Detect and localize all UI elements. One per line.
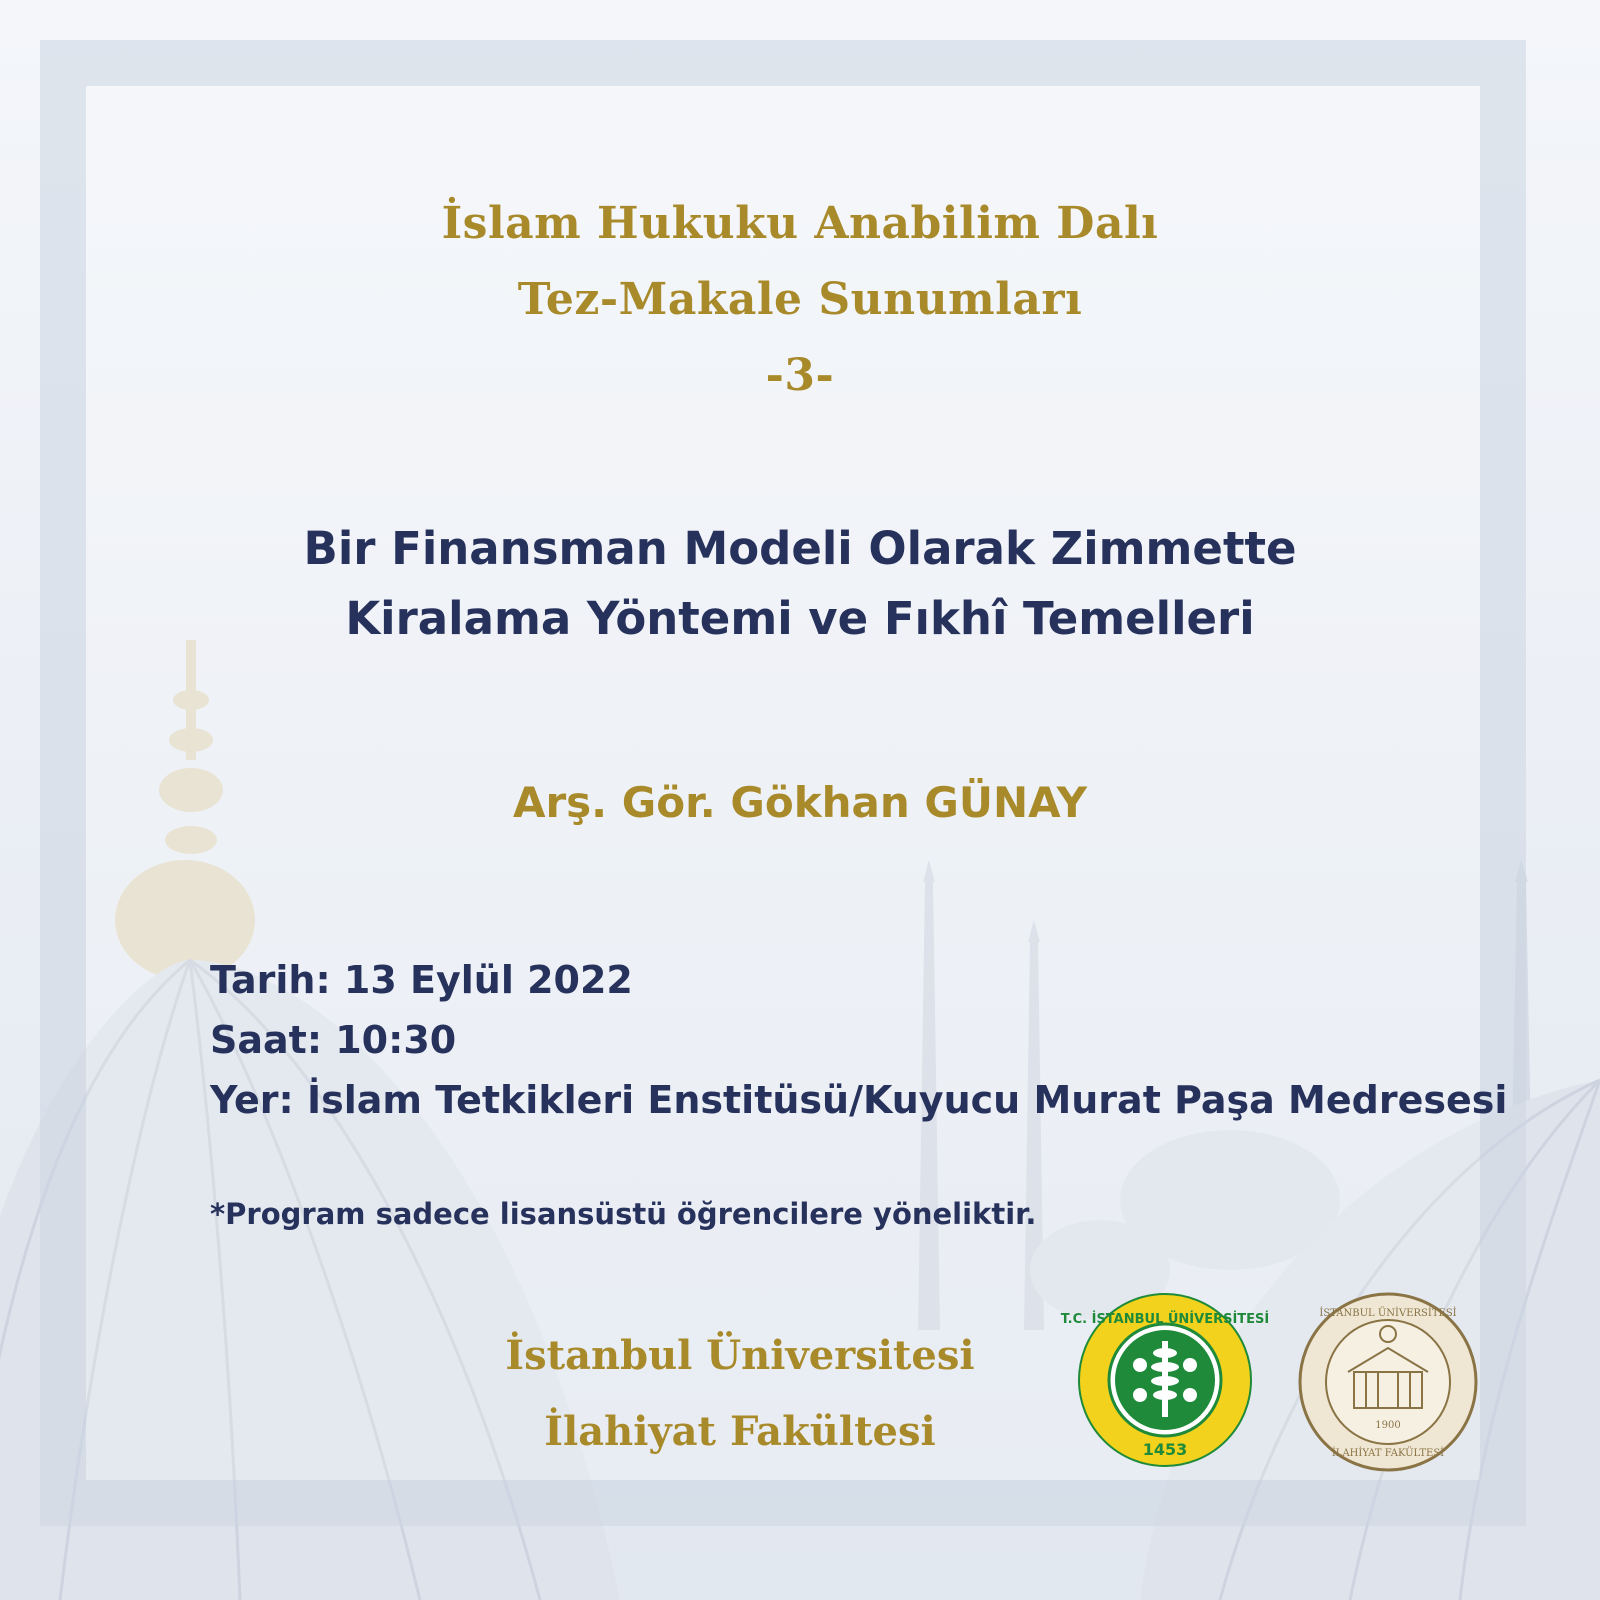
faculty-name [470, 1318, 1010, 1470]
svg-text:1900: 1900 [1375, 1420, 1401, 1431]
topic-line-2: Kiralama Yöntemi ve Fıkhî Temelleri [345, 592, 1255, 645]
event-header [0, 186, 1600, 414]
faculty-title: İlahiyat Fakültesi [544, 1408, 936, 1455]
event-time: Saat: 10:30 [210, 1018, 457, 1062]
university-seal-logo [1060, 1293, 1270, 1467]
svg-text:T.C. İSTANBUL ÜNİVERSİTESİ: T.C. İSTANBUL ÜNİVERSİTESİ [1060, 1312, 1270, 1327]
event-place: Yer: İslam Tetkikleri Enstitüsü/Kuyucu Murat Paşa Medresesi [210, 1078, 1508, 1122]
svg-text:İSTANBUL ÜNİVERSİTESİ: İSTANBUL ÜNİVERSİTESİ [1319, 1308, 1457, 1319]
topic-line-1: Bir Finansman Modeli Olarak Zimmette [303, 522, 1297, 575]
presentation-topic [0, 514, 1600, 654]
session-number: -3- [765, 350, 835, 401]
event-date: Tarih: 13 Eylül 2022 [210, 958, 633, 1002]
series-title: Tez-Makale Sunumları [517, 274, 1083, 325]
event-details [210, 950, 1507, 1130]
presenter-name: Arş. Gör. Gökhan GÜNAY [512, 778, 1088, 827]
faculty-seal-logo [1298, 1292, 1478, 1472]
university-name: İstanbul Üniversitesi [505, 1332, 975, 1379]
audience-note: *Program sadece lisansüstü öğrencilere yöneliktir. [210, 1197, 1037, 1231]
svg-text:İLAHİYAT FAKÜLTESİ: İLAHİYAT FAKÜLTESİ [1331, 1448, 1445, 1459]
svg-text:1453: 1453 [1142, 1440, 1188, 1459]
department-title: İslam Hukuku Anabilim Dalı [441, 198, 1159, 249]
